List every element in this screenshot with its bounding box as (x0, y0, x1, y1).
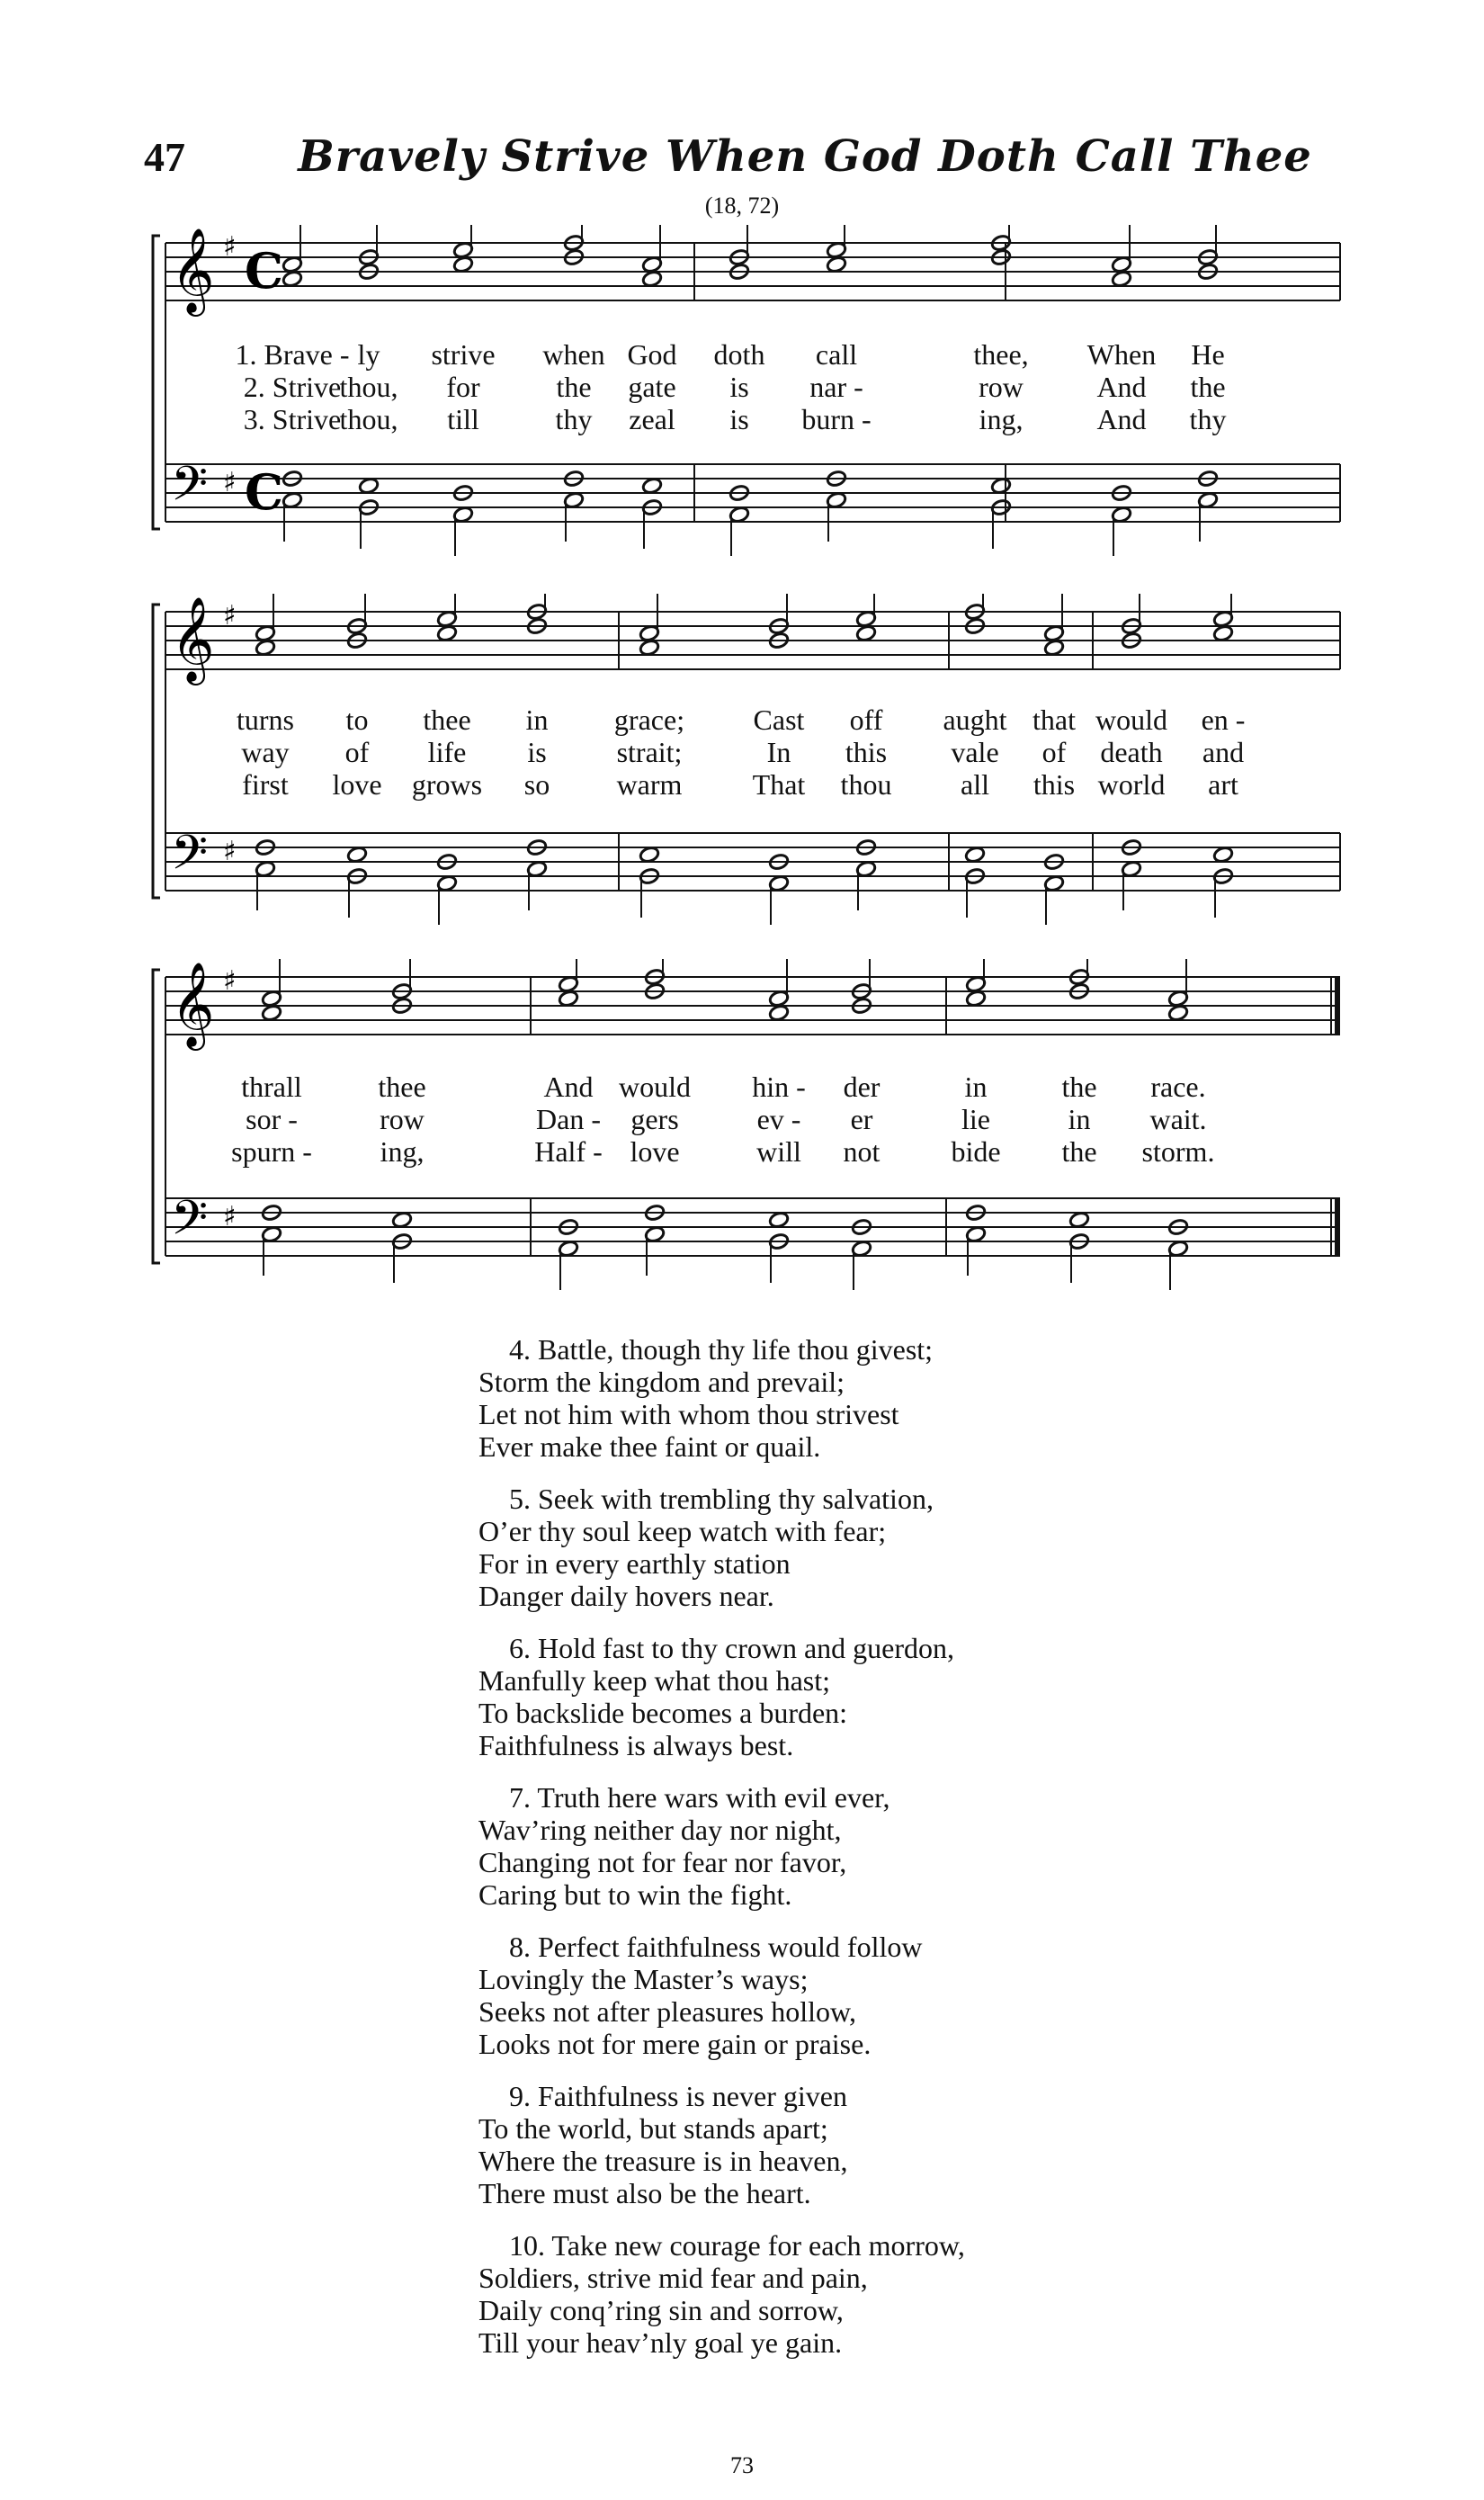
treble-note (261, 1004, 282, 1022)
music-system-2 (144, 594, 1349, 936)
additional-verses (478, 1333, 1288, 2379)
lyric-line-verse-3: first love grows so warm That thou all this world art (242, 768, 1238, 801)
lyric-line-verse-1: thrall thee And would hin - der in the race. (241, 1071, 1206, 1103)
time-signature: C (245, 242, 283, 300)
lyric-line-verse-2: 2. Strive thou, for the gate is nar - row And the (243, 371, 1226, 403)
sharp-sign: ♯ (223, 836, 237, 867)
sharp-sign: ♯ (223, 467, 237, 498)
treble-note (768, 1004, 790, 1022)
treble-note (452, 255, 474, 273)
stanza-6: 6. Hold fast to thy crown and guerdon, Manfully keep what thou hast; To backslide becomes a burden: Faithfulness is always best. (478, 1632, 955, 1761)
bass-note (990, 477, 1012, 495)
lyric-line-verse-2: sor - row Dan - gers ev - er lie in wait. (246, 1103, 1207, 1135)
bass-note (964, 846, 986, 864)
bass-note (358, 477, 380, 495)
music-system-1 (144, 225, 1349, 567)
treble-clef: 𝄞 (171, 228, 215, 313)
treble-note (965, 990, 987, 1008)
treble-note (282, 270, 303, 288)
bass-note (768, 1211, 790, 1229)
treble-note (436, 624, 458, 642)
stanza-7: 7. Truth here wars with evil ever, Wav’ring neither day nor night, Changing not for fear nor favor, Caring but to win the fight. (478, 1781, 890, 1911)
sharp-sign: ♯ (223, 600, 237, 632)
bass-note (641, 477, 663, 495)
lyric-line-verse-3: spurn - ing, Half - love will not bide the storm. (231, 1135, 1215, 1168)
bass-clef: 𝄢 (171, 1191, 209, 1258)
final-barline (1335, 1198, 1340, 1256)
treble-note (1167, 1004, 1189, 1022)
stanza-8: 8. Perfect faithfulness would follow Lovingly the Master’s ways; Seeks not after pleasures hollow, Looks not for mere gain or praise. (478, 1931, 923, 2060)
treble-note (639, 639, 660, 657)
treble-clef: 𝄞 (171, 962, 215, 1047)
treble-note (1043, 639, 1065, 657)
stanza-5: 5. Seek with trembling thy salvation, O’er thy soul keep watch with fear; For in every earthly station Danger daily hovers near. (478, 1483, 934, 1612)
stanza-9: 9. Faithfulness is never given To the world, but stands apart; Where the treasure is in heaven, There must also be the heart. (478, 2080, 848, 2209)
bass-note (639, 846, 660, 864)
bass-note (1212, 846, 1234, 864)
sharp-sign: ♯ (223, 231, 237, 263)
treble-note (855, 624, 877, 642)
sharp-sign: ♯ (223, 1201, 237, 1232)
sharp-sign: ♯ (223, 965, 237, 997)
lyric-line-verse-1: 1. Brave - ly strive when God doth call thee, When He (235, 338, 1225, 371)
lyric-line-verse-3: 3. Strive thou, till thy zeal is burn - ing, And thy (243, 403, 1227, 435)
music-system-3 (144, 959, 1349, 1310)
time-signature: C (245, 463, 283, 521)
treble-note (1212, 624, 1234, 642)
stanza-10: 10. Take new courage for each morrow, Soldiers, strive mid fear and pain, Daily conq’ring sin and sorrow, Till your heav’nly goal ye gain. (478, 2229, 965, 2359)
page-number: 73 (730, 2452, 754, 2478)
treble-note (826, 255, 847, 273)
treble-note (641, 270, 663, 288)
treble-note (558, 990, 579, 1008)
treble-clef: 𝄞 (171, 596, 215, 682)
treble-note (1111, 270, 1132, 288)
lyric-line-verse-2: way of life is strait; In this vale of death and (241, 736, 1245, 768)
lyric-line-verse-1: turns to thee in grace; Cast off aught that would en - (237, 703, 1246, 736)
bass-note (346, 846, 368, 864)
stanza-4: 4. Battle, though thy life thou givest; Storm the kingdom and prevail; Let not him with whom thou strivest Ever make thee faint or quail. (478, 1333, 934, 1463)
bass-clef: 𝄢 (171, 826, 209, 892)
bass-note (1068, 1211, 1090, 1229)
bass-note (391, 1211, 413, 1229)
treble-note (255, 639, 276, 657)
hymn-title: Bravely Strive When God Doth Call Thee (298, 131, 1312, 182)
tune-reference: (18, 72) (704, 193, 780, 219)
hymn-number: 47 (144, 134, 185, 180)
final-barline (1335, 977, 1340, 1035)
bass-clef: 𝄢 (171, 457, 209, 524)
